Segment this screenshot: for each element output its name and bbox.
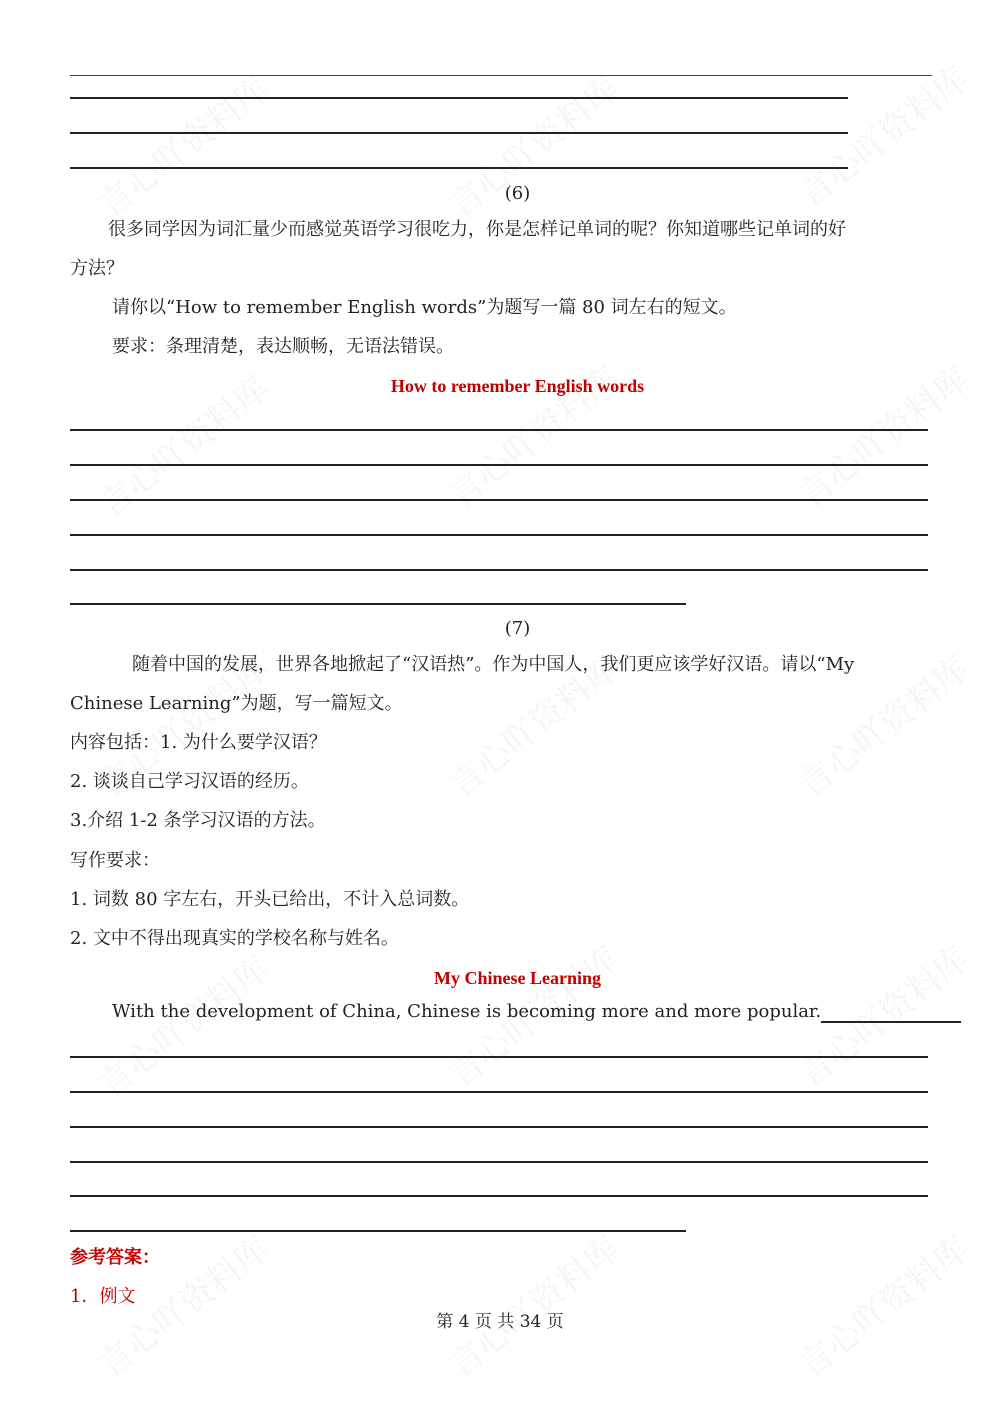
- writing-line: [70, 1126, 928, 1128]
- content-item: 2. 谈谈自己学习汉语的经历。: [70, 771, 309, 792]
- writing-line: [70, 569, 928, 571]
- writing-line: [70, 464, 928, 466]
- page-footer: 第 4 页 共 34 页: [436, 1312, 564, 1332]
- essay-title: My Chinese Learning: [433, 968, 601, 988]
- content-item: 内容包括：1. 为什么要学汉语？: [70, 732, 327, 753]
- question-number: (6): [504, 183, 531, 204]
- writing-line: [70, 1161, 928, 1163]
- prompt-text: 很多同学因为词汇量少而感觉英语学习很吃力，你是怎样记单词的呢？你知道哪些记单词的好: [108, 219, 846, 240]
- watermark: [787, 1222, 978, 1386]
- watermark: [437, 1222, 628, 1386]
- content-item: 3.介绍 1-2 条学习汉语的方法。: [70, 810, 326, 831]
- writing-line: [70, 75, 932, 76]
- essay-opening: [112, 1001, 961, 1023]
- requirement-heading: 写作要求：: [70, 850, 160, 871]
- writing-line: [70, 97, 848, 99]
- requirement-item: 1. 词数 80 字左右，开头已给出，不计入总词数。: [70, 889, 470, 910]
- essay-title: How to remember English words: [390, 376, 645, 396]
- writing-line: [70, 1091, 928, 1093]
- answers-heading: 参考答案：: [70, 1247, 160, 1268]
- writing-line: [70, 603, 686, 605]
- writing-line: [70, 1056, 928, 1058]
- writing-line: [70, 167, 848, 169]
- requirement-item: 2. 文中不得出现真实的学校名称与姓名。: [70, 928, 399, 949]
- writing-line: [70, 534, 928, 536]
- writing-line: [70, 429, 928, 431]
- opening-sentence: With the development of China, Chinese is becoming more and more popular.: [112, 1001, 822, 1022]
- writing-line: [70, 499, 928, 501]
- answer-blank[interactable]: [821, 1003, 961, 1023]
- writing-line: [70, 132, 848, 134]
- question-number: (7): [504, 618, 531, 639]
- instruction-text: 请你以“How to remember English words”为题写一篇 80 词左右的短文。: [112, 297, 737, 318]
- answer-item: 1．例文: [70, 1286, 136, 1307]
- prompt-text: 随着中国的发展，世界各地掀起了“汉语热”。作为中国人，我们更应该学好汉语。请以“My: [132, 654, 855, 675]
- writing-line: [70, 1195, 928, 1197]
- requirement-text: 要求：条理清楚，表达顺畅，无语法错误。: [112, 336, 454, 357]
- writing-line: [70, 1230, 686, 1232]
- prompt-text: 方法？: [70, 258, 124, 279]
- prompt-text: Chinese Learning”为题，写一篇短文。: [70, 693, 403, 714]
